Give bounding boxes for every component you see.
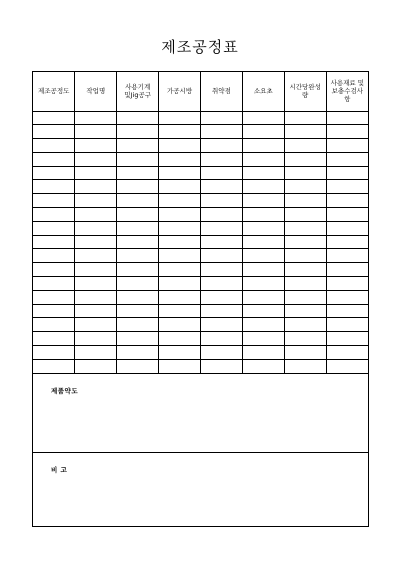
table-row — [33, 208, 368, 222]
table-cell[interactable] — [326, 346, 368, 360]
table-cell[interactable] — [326, 139, 368, 153]
table-cell[interactable] — [75, 235, 117, 249]
table-cell[interactable] — [159, 304, 201, 318]
table-cell[interactable] — [75, 290, 117, 304]
table-cell[interactable] — [284, 290, 326, 304]
table-cell[interactable] — [284, 152, 326, 166]
table-cell[interactable] — [159, 346, 201, 360]
table-cell[interactable] — [159, 152, 201, 166]
table-cell[interactable] — [242, 180, 284, 194]
table-cell[interactable] — [201, 194, 243, 208]
table-cell[interactable] — [242, 152, 284, 166]
table-cell[interactable] — [326, 263, 368, 277]
table-cell[interactable] — [159, 125, 201, 139]
table-cell[interactable] — [159, 221, 201, 235]
table-cell[interactable] — [201, 359, 243, 373]
table-cell[interactable] — [284, 208, 326, 222]
table-cell[interactable] — [33, 194, 75, 208]
table-cell[interactable] — [75, 166, 117, 180]
table-cell[interactable] — [117, 277, 159, 291]
page-title: 제조공정표 — [161, 38, 239, 56]
table-cell[interactable] — [117, 166, 159, 180]
table-cell[interactable] — [75, 346, 117, 360]
table-cell[interactable] — [33, 318, 75, 332]
table-cell[interactable] — [242, 263, 284, 277]
table-cell[interactable] — [326, 111, 368, 125]
table-cell[interactable] — [117, 180, 159, 194]
table-row — [33, 346, 368, 360]
table-cell[interactable] — [117, 194, 159, 208]
table-cell[interactable] — [75, 111, 117, 125]
table-cell[interactable] — [75, 332, 117, 346]
process-sheet — [32, 71, 369, 527]
table-cell[interactable] — [117, 249, 159, 263]
table-cell[interactable] — [75, 221, 117, 235]
table-cell[interactable] — [326, 304, 368, 318]
table-cell[interactable] — [326, 235, 368, 249]
table-cell[interactable] — [284, 125, 326, 139]
table-cell[interactable] — [117, 208, 159, 222]
header-processing-spec: 가공시방 — [159, 72, 201, 111]
table-cell[interactable] — [33, 235, 75, 249]
table-row — [33, 139, 368, 153]
table-cell[interactable] — [33, 277, 75, 291]
table-cell[interactable] — [201, 263, 243, 277]
table-cell[interactable] — [242, 166, 284, 180]
table-cell[interactable] — [326, 125, 368, 139]
table-cell[interactable] — [242, 125, 284, 139]
table-cell[interactable] — [75, 359, 117, 373]
table-row — [33, 249, 368, 263]
table-cell[interactable] — [159, 249, 201, 263]
header-machine-jig: 사용기계 및Jig공구 — [117, 72, 159, 111]
table-cell[interactable] — [242, 235, 284, 249]
remarks-box — [33, 452, 368, 527]
table-cell[interactable] — [159, 166, 201, 180]
table-cell[interactable] — [284, 304, 326, 318]
table-row — [33, 166, 368, 180]
table-row — [33, 152, 368, 166]
table-row — [33, 111, 368, 125]
table-cell[interactable] — [159, 208, 201, 222]
table-row — [33, 332, 368, 346]
table-cell[interactable] — [117, 263, 159, 277]
table-cell[interactable] — [242, 346, 284, 360]
table-cell[interactable] — [33, 208, 75, 222]
table-cell[interactable] — [117, 111, 159, 125]
table-row — [33, 290, 368, 304]
table-cell[interactable] — [201, 180, 243, 194]
table-cell[interactable] — [242, 304, 284, 318]
table-cell[interactable] — [326, 166, 368, 180]
table-cell[interactable] — [33, 139, 75, 153]
table-cell[interactable] — [159, 277, 201, 291]
table-cell[interactable] — [242, 332, 284, 346]
table-cell[interactable] — [75, 277, 117, 291]
table-cell[interactable] — [326, 290, 368, 304]
table-cell[interactable] — [201, 332, 243, 346]
table-cell[interactable] — [117, 139, 159, 153]
table-cell[interactable] — [117, 152, 159, 166]
table-cell[interactable] — [284, 318, 326, 332]
table-cell[interactable] — [159, 318, 201, 332]
table-row — [33, 221, 368, 235]
table-cell[interactable] — [284, 194, 326, 208]
header-materials-inspection: 사용재료 및 보충수검사 항 — [326, 72, 368, 111]
table-cell[interactable] — [242, 221, 284, 235]
table-cell[interactable] — [201, 318, 243, 332]
table-cell[interactable] — [242, 290, 284, 304]
table-row — [33, 359, 368, 373]
table-cell[interactable] — [326, 194, 368, 208]
table-cell[interactable] — [75, 180, 117, 194]
table-cell[interactable] — [242, 194, 284, 208]
table-cell[interactable] — [33, 290, 75, 304]
table-cell[interactable] — [75, 318, 117, 332]
table-cell[interactable] — [159, 180, 201, 194]
table-cell[interactable] — [117, 304, 159, 318]
table-row — [33, 180, 368, 194]
table-cell[interactable] — [117, 290, 159, 304]
table-cell[interactable] — [75, 304, 117, 318]
table-row — [33, 263, 368, 277]
table-cell[interactable] — [75, 194, 117, 208]
table-cell[interactable] — [159, 139, 201, 153]
table-cell[interactable] — [201, 249, 243, 263]
table-cell[interactable] — [201, 346, 243, 360]
table-cell[interactable] — [75, 249, 117, 263]
table-cell[interactable] — [159, 290, 201, 304]
table-cell[interactable] — [33, 180, 75, 194]
table-cell[interactable] — [201, 221, 243, 235]
table-cell[interactable] — [242, 111, 284, 125]
process-table — [33, 72, 368, 374]
table-cell[interactable] — [75, 208, 117, 222]
table-cell[interactable] — [75, 125, 117, 139]
table-cell[interactable] — [33, 263, 75, 277]
table-cell[interactable] — [201, 111, 243, 125]
table-cell[interactable] — [159, 235, 201, 249]
header-process-diagram: 제조공정도 — [33, 72, 75, 111]
table-cell[interactable] — [242, 318, 284, 332]
table-cell[interactable] — [33, 304, 75, 318]
table-cell[interactable] — [326, 152, 368, 166]
table-cell[interactable] — [242, 208, 284, 222]
table-cell[interactable] — [201, 166, 243, 180]
header-task-name: 작업명 — [75, 72, 117, 111]
table-cell[interactable] — [201, 304, 243, 318]
table-cell[interactable] — [284, 332, 326, 346]
table-cell[interactable] — [117, 125, 159, 139]
table-cell[interactable] — [326, 359, 368, 373]
table-cell[interactable] — [117, 318, 159, 332]
table-cell[interactable] — [33, 125, 75, 139]
table-cell[interactable] — [33, 332, 75, 346]
table-cell[interactable] — [201, 125, 243, 139]
header-required-seconds: 소요초 — [242, 72, 284, 111]
table-cell[interactable] — [159, 194, 201, 208]
table-cell[interactable] — [284, 166, 326, 180]
table-cell[interactable] — [242, 139, 284, 153]
table-header-row — [33, 72, 368, 111]
table-row — [33, 277, 368, 291]
table-row — [33, 304, 368, 318]
table-cell[interactable] — [284, 249, 326, 263]
table-cell[interactable] — [326, 180, 368, 194]
table-cell[interactable] — [284, 277, 326, 291]
header-weak-point: 취약점 — [201, 72, 243, 111]
table-cell[interactable] — [284, 111, 326, 125]
table-cell[interactable] — [284, 139, 326, 153]
table-cell[interactable] — [326, 249, 368, 263]
table-cell[interactable] — [201, 277, 243, 291]
table-cell[interactable] — [284, 235, 326, 249]
table-cell[interactable] — [326, 221, 368, 235]
table-cell[interactable] — [284, 180, 326, 194]
table-cell[interactable] — [33, 166, 75, 180]
table-cell[interactable] — [33, 111, 75, 125]
table-cell[interactable] — [159, 263, 201, 277]
table-cell[interactable] — [284, 359, 326, 373]
table-row — [33, 318, 368, 332]
table-cell[interactable] — [33, 152, 75, 166]
table-cell[interactable] — [284, 221, 326, 235]
table-cell[interactable] — [75, 139, 117, 153]
table-cell[interactable] — [242, 359, 284, 373]
table-cell[interactable] — [159, 359, 201, 373]
product-sketch-label: 제품약도 — [51, 387, 79, 395]
header-hourly-output: 시간당완성 량 — [284, 72, 326, 111]
table-cell[interactable] — [159, 111, 201, 125]
table-cell[interactable] — [201, 208, 243, 222]
table-cell[interactable] — [242, 277, 284, 291]
table-cell[interactable] — [33, 359, 75, 373]
product-sketch-box — [33, 373, 368, 452]
table-row — [33, 235, 368, 249]
table-cell[interactable] — [117, 235, 159, 249]
table-cell[interactable] — [159, 332, 201, 346]
table-body — [33, 111, 368, 373]
table-cell[interactable] — [201, 235, 243, 249]
table-cell[interactable] — [75, 263, 117, 277]
table-cell[interactable] — [326, 208, 368, 222]
table-cell[interactable] — [33, 221, 75, 235]
table-cell[interactable] — [284, 263, 326, 277]
remarks-label: 비 고 — [51, 466, 68, 474]
table-cell[interactable] — [117, 359, 159, 373]
table-cell[interactable] — [326, 318, 368, 332]
table-cell[interactable] — [33, 346, 75, 360]
table-cell[interactable] — [201, 290, 243, 304]
table-cell[interactable] — [326, 277, 368, 291]
table-cell[interactable] — [284, 346, 326, 360]
table-cell[interactable] — [117, 332, 159, 346]
table-cell[interactable] — [326, 332, 368, 346]
table-cell[interactable] — [117, 346, 159, 360]
table-row — [33, 125, 368, 139]
table-cell[interactable] — [75, 152, 117, 166]
table-cell[interactable] — [201, 152, 243, 166]
table-cell[interactable] — [242, 249, 284, 263]
table-cell[interactable] — [33, 249, 75, 263]
table-cell[interactable] — [117, 221, 159, 235]
table-row — [33, 194, 368, 208]
table-cell[interactable] — [201, 139, 243, 153]
